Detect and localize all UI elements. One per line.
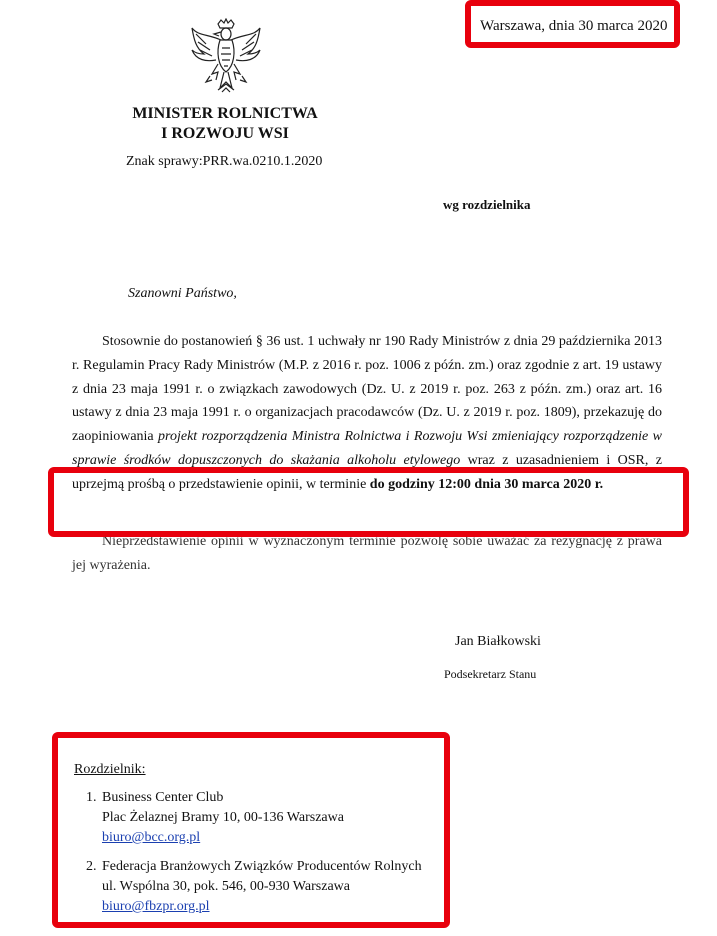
paragraph-italic-title: projekt rozporządzenia Ministra Rolnictwa i Rozwoju Wsi zmieniający rozporządzenie w sprawie środków dopuszczonych do skażania alkoholu etylowego <box>72 429 662 468</box>
document-date: Warszawa, dnia 30 marca 2020 <box>480 18 668 34</box>
deadline-highlight-box <box>48 467 689 537</box>
case-number: Znak sprawy:PRR.wa.0210.1.2020 <box>126 154 323 169</box>
minister-line-2: I ROZWOJU WSI <box>161 125 289 142</box>
paragraph-text-continued: wraz z uzasadnieniem i OSR, z uprzejmą prośbą o przedstawienie opinii, w terminie <box>72 452 662 492</box>
signatory-name: Jan Białkowski <box>455 634 541 649</box>
second-paragraph: Nieprzedstawienie opinii w wyznaczonym terminie pozwolę sobie uważać za rezygnację z prawa jej wyrażenia. <box>72 534 662 573</box>
paragraph-text: Stosownie do postanowień § 36 ust. 1 uchwały nr 190 Rady Ministrów z dnia 29 października 2013 r. Regulamin Pracy Rady Ministrów (M.P. z 2016 r. poz. 1006 z późn. zm.) oraz zgodnie z art. 19 ustawy z dnia 23 maja 1991 r. o związkach zawodowych (Dz. U. z 2019 r. poz. 263 z późn. zm.) oraz art. 16 ustawy z dnia 23 maja 1991 r. o organizacjach pracodawców (Dz. U. z 2019 r. poz. 1809), przekazuję do zaopiniowania <box>72 334 662 445</box>
minister-line-1: MINISTER ROLNICTWA <box>132 105 318 122</box>
distribution-title: Rozdzielnik: <box>74 762 146 777</box>
distribution-item-email-link[interactable]: biuro@bcc.org.pl <box>102 830 201 845</box>
distribution-item-email-link[interactable]: biuro@fbzpr.org.pl <box>102 899 210 914</box>
deadline-text: do godziny 12:00 dnia 30 marca 2020 r. <box>369 476 604 492</box>
date-highlight-box <box>465 0 680 48</box>
distribution-item-name: 1. Business Center Club <box>102 790 224 805</box>
recipient-line: wg rozdzielnika <box>443 197 531 212</box>
distribution-highlight-box <box>52 732 450 928</box>
eagle-emblem-icon <box>188 18 264 98</box>
distribution-item-address: ul. Wspólna 30, pok. 546, 00-930 Warszawa <box>102 879 350 894</box>
minister-heading <box>90 104 360 144</box>
greeting: Szanowni Państwo, <box>128 286 237 301</box>
distribution-item-name: 2. Federacja Branżowych Związków Producentów Rolnych <box>102 859 422 874</box>
signatory-title: Podsekretarz Stanu <box>444 667 537 681</box>
distribution-item-address: Plac Żelaznej Bramy 10, 00-136 Warszawa <box>102 810 344 825</box>
